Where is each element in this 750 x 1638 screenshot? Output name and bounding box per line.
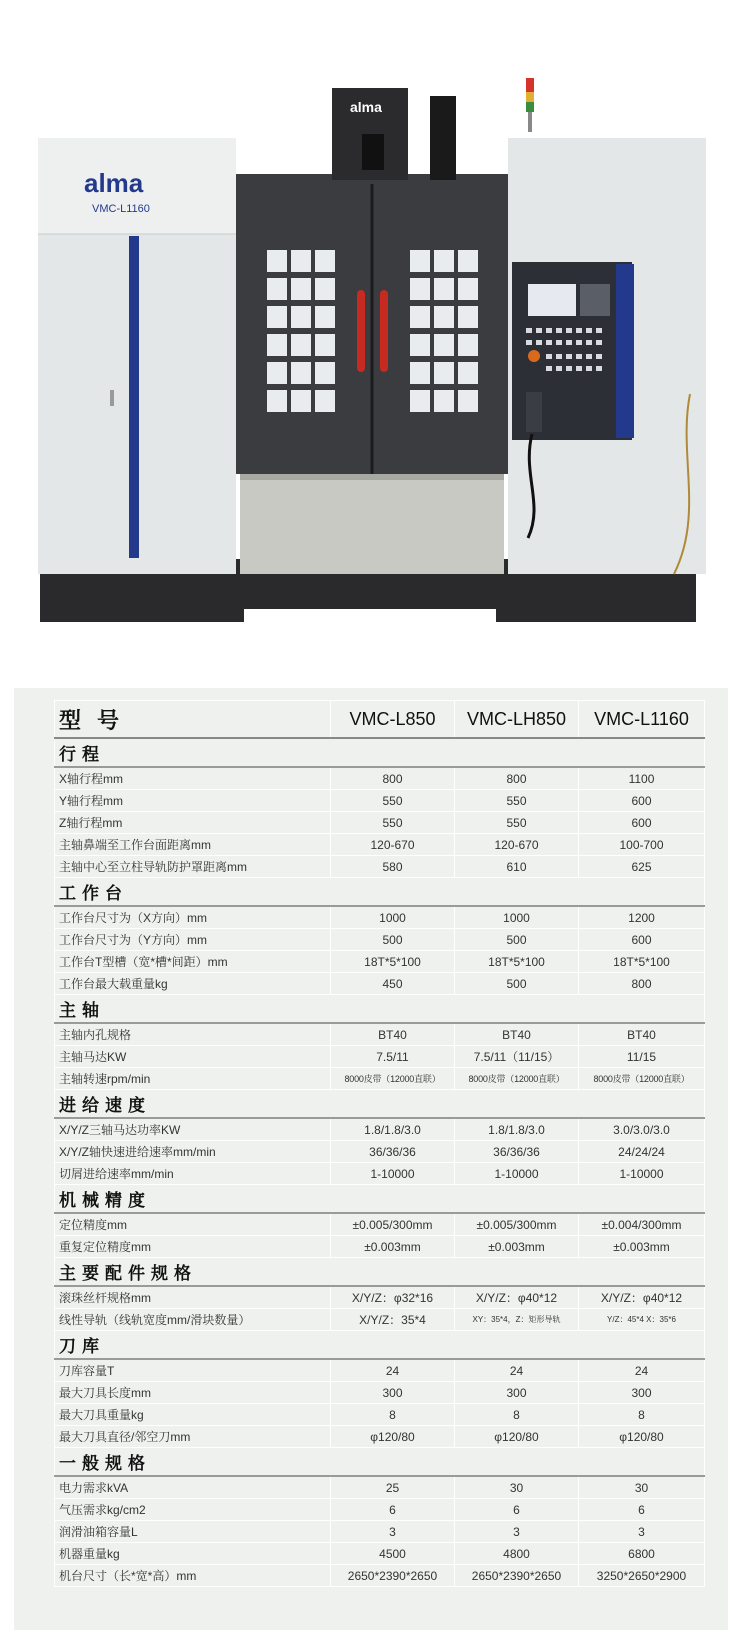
spec-value: 600 <box>579 812 705 834</box>
spec-value: 550 <box>331 790 455 812</box>
spec-value: ±0.004/300mm <box>579 1213 705 1236</box>
spec-value: XY：35*4，Z：矩形导轨 <box>455 1309 579 1331</box>
spec-label: 气压需求kg/cm2 <box>55 1499 331 1521</box>
table-row <box>55 1543 705 1565</box>
spec-value: 550 <box>455 812 579 834</box>
spec-value: 1100 <box>579 767 705 790</box>
model-badge: VMC-L1160 <box>92 203 150 215</box>
table-row <box>55 1565 705 1587</box>
model-column-header: VMC-L1160 <box>579 701 705 739</box>
spec-label: X/Y/Z三轴马达功率KW <box>55 1118 331 1141</box>
spec-table <box>54 700 705 1587</box>
spec-value: 1000 <box>455 906 579 929</box>
spec-value: 6 <box>455 1499 579 1521</box>
section-header-row <box>55 1331 705 1360</box>
section-header-row <box>55 1258 705 1287</box>
table-row <box>55 973 705 995</box>
spec-value: 3.0/3.0/3.0 <box>579 1118 705 1141</box>
spec-value: 36/36/36 <box>455 1141 579 1163</box>
brand-logo: alma <box>84 168 144 198</box>
spec-value: BT40 <box>455 1023 579 1046</box>
section-header-row <box>55 1090 705 1119</box>
spec-value: X/Y/Z：φ32*16 <box>331 1286 455 1309</box>
spec-value: 625 <box>579 856 705 878</box>
spec-value: 500 <box>455 929 579 951</box>
spec-label: 主轴鼻端至工作台面距离mm <box>55 834 331 856</box>
spec-value: 24 <box>331 1359 455 1382</box>
spec-value: 1-10000 <box>331 1163 455 1185</box>
spec-value: 30 <box>579 1476 705 1499</box>
spec-value: 450 <box>331 973 455 995</box>
spec-value: φ120/80 <box>331 1426 455 1448</box>
spec-sheet <box>14 688 728 1630</box>
spec-value: 3 <box>331 1521 455 1543</box>
spec-value: 4800 <box>455 1543 579 1565</box>
spec-label: 刀库容量T <box>55 1359 331 1382</box>
spec-label: 滚珠丝杆规格mm <box>55 1286 331 1309</box>
table-row <box>55 1404 705 1426</box>
spec-value: Y/Z：45*4 X：35*6 <box>579 1309 705 1331</box>
spec-value: 6 <box>579 1499 705 1521</box>
table-row <box>55 1046 705 1068</box>
spec-value: 1.8/1.8/3.0 <box>455 1118 579 1141</box>
spec-label: X/Y/Z轴快速进给速率mm/min <box>55 1141 331 1163</box>
spec-value: 6 <box>331 1499 455 1521</box>
spec-value: 8 <box>331 1404 455 1426</box>
spec-value: 600 <box>579 929 705 951</box>
spec-label: 机台尺寸（长*宽*高）mm <box>55 1565 331 1587</box>
spec-label: 主轴中心至立柱导轨防护罩距离mm <box>55 856 331 878</box>
spec-value: 24/24/24 <box>579 1141 705 1163</box>
spec-value: 3250*2650*2900 <box>579 1565 705 1587</box>
spec-value: 2650*2390*2650 <box>331 1565 455 1587</box>
spec-value: 18T*5*100 <box>455 951 579 973</box>
spec-value: 500 <box>455 973 579 995</box>
table-row <box>55 1236 705 1258</box>
table-row <box>55 856 705 878</box>
spec-label: X轴行程mm <box>55 767 331 790</box>
spec-label: 定位精度mm <box>55 1213 331 1236</box>
spec-value: 7.5/11 <box>331 1046 455 1068</box>
spec-label: 电力需求kVA <box>55 1476 331 1499</box>
spec-value: 18T*5*100 <box>331 951 455 973</box>
table-row <box>55 1286 705 1309</box>
spec-value: X/Y/Z：φ40*12 <box>455 1286 579 1309</box>
spec-label: 润滑油箱容量L <box>55 1521 331 1543</box>
spec-value: 500 <box>331 929 455 951</box>
spec-value: 1-10000 <box>579 1163 705 1185</box>
table-row <box>55 834 705 856</box>
spec-value: 100-700 <box>579 834 705 856</box>
table-row <box>55 767 705 790</box>
section-title: 工作台 <box>55 878 705 907</box>
section-header-row <box>55 1185 705 1214</box>
spec-value: 550 <box>455 790 579 812</box>
model-column-header: VMC-LH850 <box>455 701 579 739</box>
spec-value: 8 <box>579 1404 705 1426</box>
spec-value: ±0.003mm <box>455 1236 579 1258</box>
spec-label: 主轴转速rpm/min <box>55 1068 331 1090</box>
spec-value: 1200 <box>579 906 705 929</box>
section-header-row <box>55 1448 705 1477</box>
section-title: 一般规格 <box>55 1448 705 1477</box>
spec-label: Z轴行程mm <box>55 812 331 834</box>
table-row <box>55 1309 705 1331</box>
spec-value: 8000皮带（12000直联） <box>455 1068 579 1090</box>
spec-label: 最大刀具直径/邻空刀mm <box>55 1426 331 1448</box>
head-logo: alma <box>350 99 382 115</box>
spec-value: 18T*5*100 <box>579 951 705 973</box>
spec-value: 800 <box>331 767 455 790</box>
spec-label: 切屑进给速率mm/min <box>55 1163 331 1185</box>
table-row <box>55 1521 705 1543</box>
spec-label: 主轴马达KW <box>55 1046 331 1068</box>
spec-value: 600 <box>579 790 705 812</box>
spec-value: 1.8/1.8/3.0 <box>331 1118 455 1141</box>
spec-value: X/Y/Z：φ40*12 <box>579 1286 705 1309</box>
table-row <box>55 1476 705 1499</box>
spec-label: 机器重量kg <box>55 1543 331 1565</box>
section-title: 主要配件规格 <box>55 1258 705 1287</box>
spec-value: 3 <box>579 1521 705 1543</box>
spec-value: ±0.003mm <box>579 1236 705 1258</box>
spec-label: 工作台尺寸为（X方向）mm <box>55 906 331 929</box>
spec-value: 300 <box>579 1382 705 1404</box>
section-header-row <box>55 878 705 907</box>
section-title: 主轴 <box>55 995 705 1024</box>
spec-value: φ120/80 <box>455 1426 579 1448</box>
spec-value: 120-670 <box>455 834 579 856</box>
spec-value: 2650*2390*2650 <box>455 1565 579 1587</box>
spec-value: 24 <box>455 1359 579 1382</box>
model-header-label: 型号 <box>55 701 331 739</box>
spec-value: 6800 <box>579 1543 705 1565</box>
spec-value: 30 <box>455 1476 579 1499</box>
table-row <box>55 929 705 951</box>
spec-value: 1-10000 <box>455 1163 579 1185</box>
table-row <box>55 1163 705 1185</box>
table-row <box>55 1426 705 1448</box>
spec-value: X/Y/Z：35*4 <box>331 1309 455 1331</box>
table-row <box>55 1141 705 1163</box>
spec-value: φ120/80 <box>579 1426 705 1448</box>
spec-value: 4500 <box>331 1543 455 1565</box>
table-row <box>55 790 705 812</box>
section-title: 机械精度 <box>55 1185 705 1214</box>
spec-value: 7.5/11（11/15） <box>455 1046 579 1068</box>
section-header-row <box>55 995 705 1024</box>
spec-value: 8000皮带（12000直联） <box>331 1068 455 1090</box>
section-title: 刀库 <box>55 1331 705 1360</box>
section-title: 行程 <box>55 738 705 767</box>
spec-value: 300 <box>455 1382 579 1404</box>
spec-value: 3 <box>455 1521 579 1543</box>
spec-label: Y轴行程mm <box>55 790 331 812</box>
spec-label: 工作台最大载重量kg <box>55 973 331 995</box>
spec-value: 25 <box>331 1476 455 1499</box>
table-row <box>55 812 705 834</box>
spec-value: 550 <box>331 812 455 834</box>
section-title: 进给速度 <box>55 1090 705 1119</box>
spec-value: 24 <box>579 1359 705 1382</box>
spec-value: 8000皮带（12000直联） <box>579 1068 705 1090</box>
spec-value: 800 <box>579 973 705 995</box>
table-header-row <box>55 701 705 739</box>
spec-value: 300 <box>331 1382 455 1404</box>
spec-label: 工作台尺寸为（Y方向）mm <box>55 929 331 951</box>
spec-value: 1000 <box>331 906 455 929</box>
spec-label: 最大刀具重量kg <box>55 1404 331 1426</box>
spec-value: 610 <box>455 856 579 878</box>
spec-label: 工作台T型槽（宽*槽*间距）mm <box>55 951 331 973</box>
spec-label: 线性导轨（线轨宽度mm/滑块数量） <box>55 1309 331 1331</box>
spec-value: 580 <box>331 856 455 878</box>
table-row <box>55 1023 705 1046</box>
spec-value: ±0.005/300mm <box>331 1213 455 1236</box>
table-row <box>55 1068 705 1090</box>
spec-value: 11/15 <box>579 1046 705 1068</box>
spec-value: 120-670 <box>331 834 455 856</box>
spec-value: 800 <box>455 767 579 790</box>
table-row <box>55 1213 705 1236</box>
table-row <box>55 1499 705 1521</box>
section-header-row <box>55 738 705 767</box>
vmc-machine-illustration <box>14 14 728 652</box>
table-row <box>55 1118 705 1141</box>
spec-label: 主轴内孔规格 <box>55 1023 331 1046</box>
spec-value: BT40 <box>331 1023 455 1046</box>
table-row <box>55 906 705 929</box>
spec-value: ±0.005/300mm <box>455 1213 579 1236</box>
spec-value: ±0.003mm <box>331 1236 455 1258</box>
spec-value: BT40 <box>579 1023 705 1046</box>
spec-value: 8 <box>455 1404 579 1426</box>
table-row <box>55 1359 705 1382</box>
spec-label: 重复定位精度mm <box>55 1236 331 1258</box>
model-column-header: VMC-L850 <box>331 701 455 739</box>
spec-label: 最大刀具长度mm <box>55 1382 331 1404</box>
machine-photo <box>14 14 728 652</box>
spec-value: 36/36/36 <box>331 1141 455 1163</box>
table-row <box>55 1382 705 1404</box>
table-row <box>55 951 705 973</box>
